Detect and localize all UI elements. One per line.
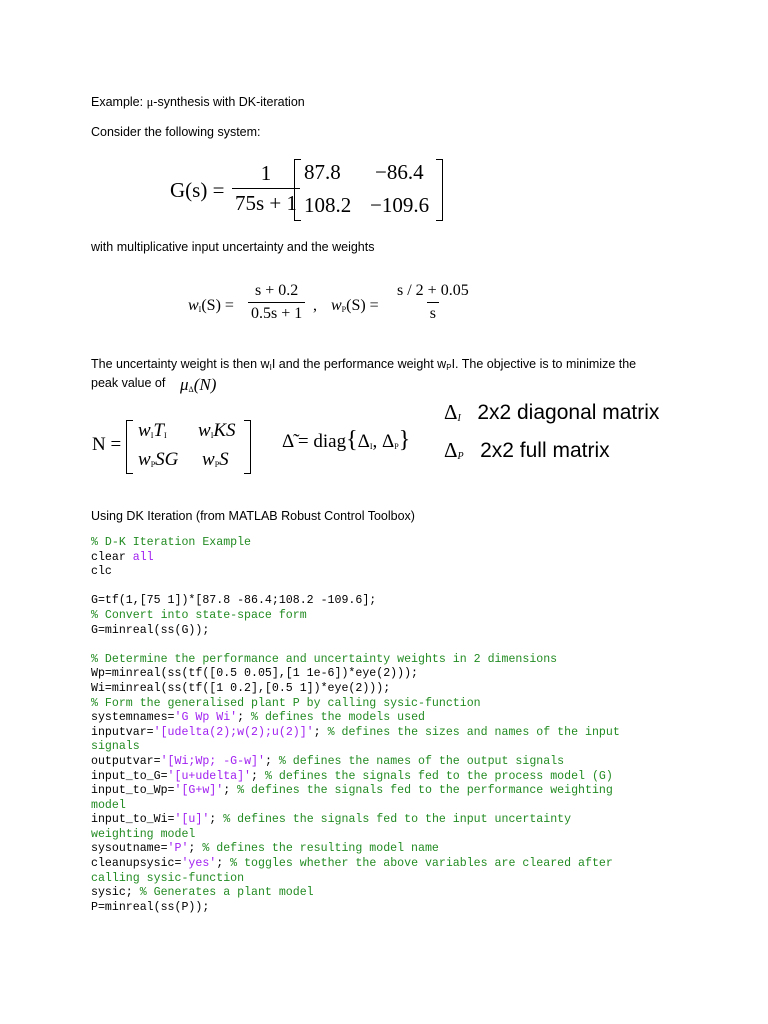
code-comment: % Generates a plant model (139, 886, 314, 900)
code-text: ; (313, 725, 328, 739)
delta-definition: Δ̃ = $diag\{\Delta_I$, $\Delta_P$} (282, 427, 411, 453)
code-text: inputvar= (91, 725, 154, 739)
matrix-cell: 87.8 (304, 160, 341, 184)
code-line (91, 565, 620, 580)
code-line (91, 813, 620, 828)
intro-text: Consider the following system: (91, 125, 261, 139)
mu-symbol: μ (146, 95, 154, 109)
code-string: '[udelta(2);w(2);u(2)]' (153, 725, 314, 739)
code-comment: % defines the resulting model name (202, 842, 439, 856)
code-text: ; (223, 784, 238, 798)
wi-fraction: $\frac{s + 0.2}{0.5s + 1}$ (248, 282, 305, 323)
code-text: outputvar= (91, 754, 161, 768)
code-text: input_to_Wp= (91, 784, 175, 798)
code-comment: weighting model (91, 827, 196, 841)
n-cell: $w_PS$ (202, 449, 229, 470)
n-left-bracket (126, 420, 133, 474)
code-string: 'P' (167, 842, 189, 856)
code-comment: % defines the signals fed to the input uncertainty (223, 813, 572, 827)
code-string: '[Wi;Wp; -G-w]' (160, 754, 265, 768)
code-line (91, 828, 620, 843)
code-line (91, 609, 620, 624)
n-cell: $w_PSG$ (138, 449, 179, 470)
code-line (91, 901, 620, 916)
code-text: input_to_Wi= (91, 813, 175, 827)
code-line (91, 624, 620, 639)
code-line (91, 536, 620, 551)
code-text: G=tf(1,[75 1])*[87.8 -86.4;108.2 -109.6]; (91, 594, 377, 608)
code-text: ; (209, 813, 224, 827)
code-line (91, 886, 620, 901)
code-line (91, 842, 620, 857)
code-comment: % defines the signals fed to the performance weighting (237, 784, 613, 798)
wi-lhs: $w_I(S)$ = (188, 297, 234, 314)
code-comment: signals (91, 740, 140, 754)
wp-fraction: $\frac{s / 2 + 0.05}{s}$ (397, 282, 469, 322)
wp-lhs: $w_P(S)$ = (331, 297, 379, 314)
code-line (91, 580, 620, 595)
code-text: ; (216, 857, 231, 871)
code-line (91, 784, 620, 799)
weights-intro: with multiplicative input uncertainty and the weights (91, 240, 375, 254)
code-comment: calling sysic-function (91, 871, 245, 885)
code-text: clc (91, 565, 112, 579)
code-string: '[G+w]' (174, 784, 224, 798)
code-text: Wi=minreal(ss(tf([1 0.2],[0.5 1])*eye(2))); (91, 681, 391, 695)
code-line (91, 667, 620, 682)
weights-equation: $w_I(S)$ = $\frac{s + 0.2}{0.5s + 1}$ , $w_P(S)$ = $\frac{s / 2 + 0.05}{s}$ (188, 282, 488, 332)
matrix-cell: 108.2 (304, 193, 352, 217)
matrix-cell: −86.4 (375, 160, 424, 184)
code-text: ; (237, 711, 252, 725)
code-string: '[u+udelta]' (167, 769, 252, 783)
code-keyword: all (132, 550, 154, 564)
code-text: sysic; (91, 886, 140, 900)
matrix-cell: −109.6 (370, 193, 430, 217)
code-text: ; (251, 769, 265, 783)
code-comment: % defines the signals fed to the process model (G) (264, 769, 613, 783)
code-string: 'yes' (181, 857, 217, 871)
code-comment: % Form the generalised plant P by calling sysic-function (91, 696, 481, 710)
code-comment: % defines the sizes and names of the input (327, 725, 620, 739)
code-comment: % Convert into state-space form (91, 608, 307, 622)
code-text: systemnames= (91, 711, 175, 725)
code-text: Wp=minreal(ss(tf([0.5 0.05],[1 1e-6])*eye(2))); (91, 667, 418, 681)
code-comment: % toggles whether the above variables are cleared after (230, 857, 613, 871)
n-cell: $w_IT_I$ (138, 420, 167, 441)
code-line (91, 682, 620, 697)
code-line (91, 594, 620, 609)
delta-legend-item: $\Delta_P$ 2x2 full matrix (444, 438, 610, 462)
code-text: G=minreal(ss(G)); (91, 623, 210, 637)
matlab-code-block (91, 536, 620, 915)
code-line (91, 711, 620, 726)
matrix-right-bracket (436, 159, 443, 221)
code-comment: % D-K Iteration Example (91, 536, 252, 549)
code-line (91, 638, 620, 653)
code-line (91, 872, 620, 887)
code-text: ; (264, 754, 279, 768)
example-heading: Example: μ-synthesis with DK-iteration (91, 95, 305, 109)
code-line (91, 755, 620, 770)
n-cell: $w_IKS$ (198, 420, 236, 441)
code-text: clear (91, 550, 133, 564)
code-text: input_to_G= (91, 769, 168, 783)
matrix-left-bracket (294, 159, 301, 221)
objective-line-2: peak value of (91, 376, 166, 390)
code-comment: model (91, 798, 126, 812)
code-line (91, 770, 620, 785)
code-line (91, 799, 620, 814)
n-right-bracket (244, 420, 251, 474)
g-fraction: $\frac{1}{75s + 1}$ (232, 161, 300, 216)
code-text: P=minreal(ss(P)); (91, 900, 210, 914)
code-comment: % defines the names of the output signals (278, 754, 565, 768)
g-lhs: G(s) = (170, 178, 225, 202)
code-line (91, 697, 620, 712)
code-line (91, 857, 620, 872)
code-comment: % Determine the performance and uncertainty weights in 2 dimensions (91, 652, 558, 666)
mu-expression: $\mu_\Delta(N)$ (180, 375, 217, 394)
code-text: sysoutname= (91, 842, 168, 856)
code-string: 'G Wp Wi' (174, 711, 238, 725)
dk-heading: Using DK Iteration (from MATLAB Robust Control Toolbox) (91, 509, 415, 523)
transfer-function-equation (170, 155, 460, 225)
code-line (91, 740, 620, 755)
objective-line-1: The uncertainty weight is then $w_II$ and the performance weight $w_PI$. The objective is to minimize the (91, 357, 637, 372)
code-line (91, 551, 620, 566)
code-line (91, 653, 620, 668)
code-comment: % defines the models used (251, 711, 425, 725)
code-string: '[u]' (174, 813, 210, 827)
delta-legend-item: $\Delta_I$ 2x2 diagonal matrix (444, 400, 660, 424)
code-line (91, 726, 620, 741)
code-text: ; (188, 842, 203, 856)
code-text: cleanupsysic= (91, 857, 182, 871)
n-matrix-equation: N = $w_IT_I$ $w_IKS$ $w_PSG$ $w_PS$ Δ̃ = $diag\{\Delta_I$, $\Delta_P$} (92, 418, 432, 478)
